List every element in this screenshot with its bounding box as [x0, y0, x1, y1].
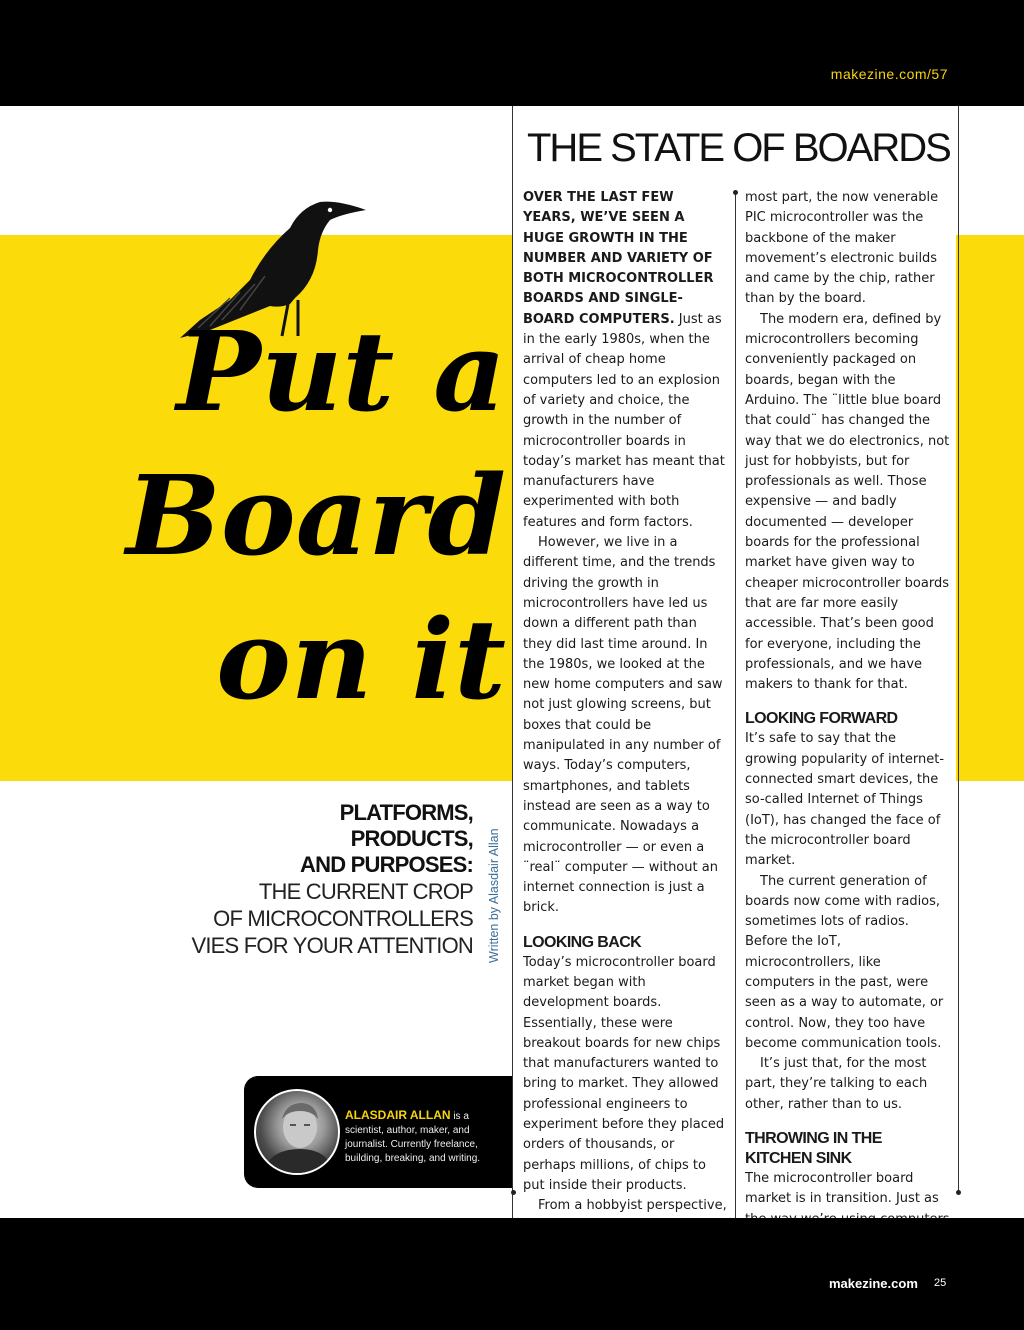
headline-line-1: Put a — [176, 307, 506, 436]
deck-line: OF MICROCONTROLLERS — [213, 906, 473, 931]
column-rule-left — [512, 106, 513, 1218]
author-bio — [345, 1108, 505, 1166]
deck-line: PLATFORMS, — [339, 800, 473, 825]
lead-in: OVER THE LAST FEW YEARS, WE’VE SEEN A HUGE GROWTH IN THE NUMBER AND VARIETY OF BOTH MICROCONTROLLER BOARDS AND SINGLE-BOARD COMPUTERS. — [523, 190, 714, 327]
paragraph: The modern era, defined by microcontrollers becoming conveniently packaged on boards, began with the Arduino. The ¨little blue board that could¨ has changed the way that we do electronics, not just for hobbyists, but for professionals as well. Those expensive — and badly documented — developer boards for the professional market have given way to cheaper microcontroller boards that are far more easily accessible. That’s been good for everyone, including the professionals, and we have makers to thank for that. — [745, 311, 950, 693]
rule-dot — [511, 1190, 516, 1195]
top-bar — [0, 0, 1024, 106]
column-rule-middle — [735, 192, 736, 1218]
deck — [192, 800, 474, 959]
headline — [96, 300, 506, 732]
paragraph: The current generation of boards now come with radios, sometimes lots of radios. Before the IoT, microcontrollers, like computers in the past, were seen as a way to automate, or control. Now, they too have become communication tools. — [745, 873, 944, 1051]
footer-site[interactable]: makezine.com — [829, 1276, 918, 1291]
column-rule-right — [958, 106, 959, 1194]
author-bio-lead: is a — [450, 1111, 469, 1122]
paragraph: From a hobbyist perspective, — [538, 1198, 727, 1214]
subhead-looking-back: LOOKING BACK — [523, 933, 642, 951]
paragraph: The microcontroller board market is in transition. Just as — [745, 1171, 939, 1207]
paragraph: Today’s microcontroller board market began with development boards. Essentially, these were breakout boards for new chips that manufacturers wanted to bring to market. They allowed professional engineers to experiment before they placed orders of thousands, or perhaps millions, of chips to put inside their products. — [523, 954, 725, 1193]
paragraph: It’s safe to say that the growing popularity of internet-connected smart devices, the so-called Internet of Things (IoT), has changed the face of the microcontroller board market. — [745, 731, 945, 869]
article-column-2 — [745, 188, 951, 1250]
subhead-looking-forward: LOOKING FORWARD — [745, 710, 898, 728]
paragraph-text: Just as in the early 1980s, when the arrival of cheap home computers led to an explosion of variety and choice, the growth in the number of microcontroller boards in today’s market has meant that manufacturers have experimented with both features and form factors. — [523, 311, 725, 530]
section-title: THE STATE OF BOARDS — [527, 126, 950, 170]
subhead-kitchen-sink: THROWING IN THE KITCHEN SINK — [745, 1130, 882, 1168]
headline-line-2: Board — [126, 451, 506, 580]
rule-dot — [733, 190, 738, 195]
deck-line: THE CURRENT CROP — [258, 879, 473, 904]
deck-line: PRODUCTS, — [350, 826, 473, 851]
paragraph: However, we live in a different time, and the trends driving the growth in microcontrollers have led us down a different path than they did last time around. In the 1980s, we looked at the new home computers and saw not just glowing screens, but boxes that could be manipulated in any number of ways. Today’s computers, smartphones, and tablets instead are seen as a way to communicate. Nowadays a microcontroller — or even a ¨real¨ computer — without an internet connection is just a brick. — [523, 535, 723, 916]
paragraph: It’s just that, for the most part, they’re talking to each other, rather than to us. — [745, 1056, 928, 1112]
headline-line-3: on it — [216, 595, 507, 724]
header-url[interactable]: makezine.com/57 — [830, 66, 948, 82]
author-avatar — [254, 1089, 340, 1175]
yellow-band-right — [956, 235, 1024, 781]
bottom-bar — [0, 1218, 1024, 1330]
deck-line: AND PURPOSES: — [300, 852, 473, 877]
deck-line: VIES FOR YOUR ATTENTION — [191, 933, 473, 958]
article-column-1 — [523, 188, 729, 1298]
paragraph: most part, the now venerable PIC microcontroller was the backbone of the maker movement’s electronic builds and came by the chip, rather than by the board. — [745, 190, 939, 307]
page-number: 25 — [934, 1277, 947, 1289]
author-bio-text: scientist, author, maker, and journalist. Currently freelance, building, breaking, and writing. — [345, 1125, 481, 1164]
byline-text: Written by Alasdair Allan — [487, 828, 501, 963]
author-name: ALASDAIR ALLAN — [345, 1108, 451, 1122]
byline — [487, 803, 505, 963]
paragraph — [523, 188, 729, 533]
avatar-photo — [256, 1091, 338, 1173]
rule-dot — [956, 1190, 961, 1195]
